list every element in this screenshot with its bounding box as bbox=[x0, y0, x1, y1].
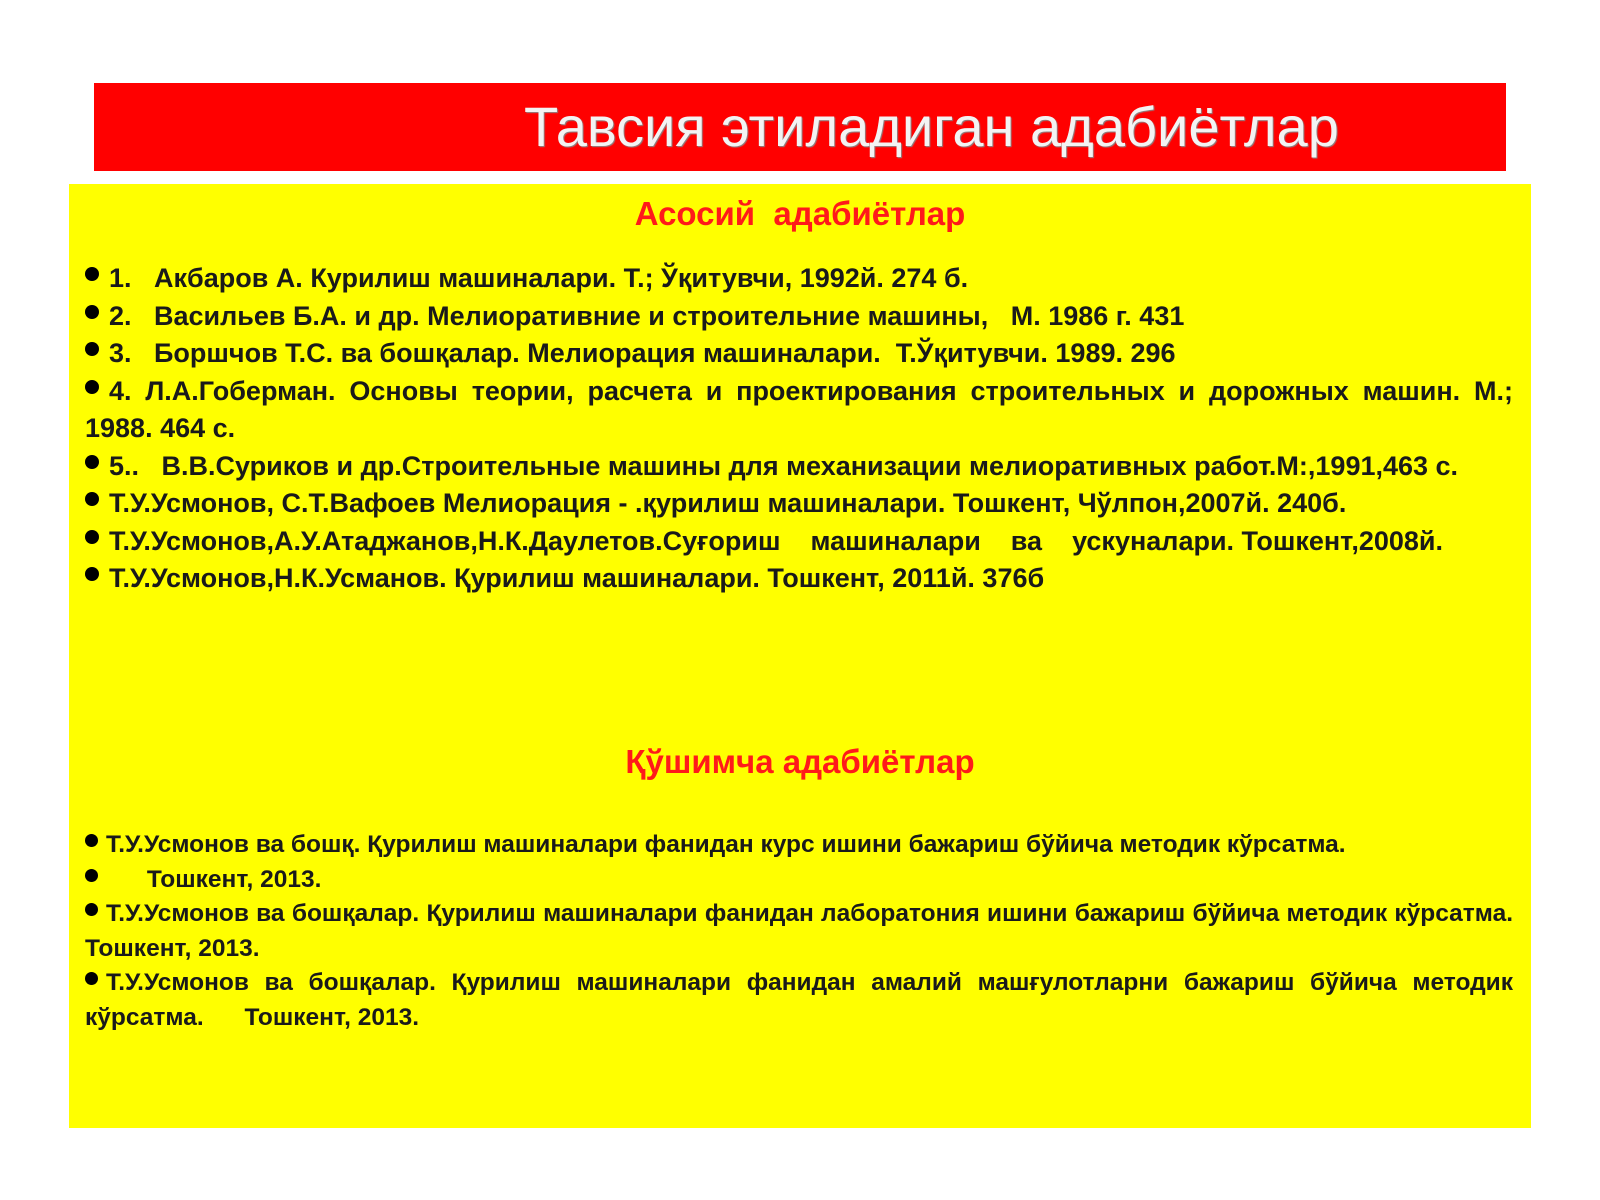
reference-text: Тошкент, 2013. bbox=[106, 865, 322, 893]
main-literature-list bbox=[85, 260, 1521, 598]
bullet-icon bbox=[85, 267, 99, 281]
bullet-icon bbox=[85, 492, 99, 506]
main-literature-item bbox=[85, 335, 1513, 373]
reference-text: 2. Васильев Б.А. и др. Мелиоративние и строительние машины, М. 1986 г. 431 bbox=[109, 300, 1185, 331]
bullet-icon bbox=[85, 380, 99, 394]
main-literature-item bbox=[85, 485, 1513, 523]
bullet-icon bbox=[85, 455, 99, 469]
bullet-icon bbox=[85, 342, 99, 356]
reference-text: 4. Л.А.Гоберман. Основы теории, расчета и проектирования строительных и дорожных машин. М.; 1988. 464 с. bbox=[85, 375, 1521, 443]
bullet-icon bbox=[85, 903, 98, 916]
reference-text: Т.У.Усмонов,Н.К.Усманов. Қурилиш машиналари. Тошкент, 2011й. 376б bbox=[109, 563, 1045, 593]
bullet-icon bbox=[85, 834, 98, 847]
main-literature-item bbox=[85, 373, 1521, 448]
bullet-icon bbox=[85, 567, 99, 581]
reference-text: Т.У.Усмонов,А.У.Атаджанов,Н.К.Даулетов.Суғориш машиналари ва ускуналари. Тошкент,2008й. bbox=[109, 525, 1444, 556]
reference-text: Т.У.Усмонов, С.Т.Вафоев Мелиорация - .қурилиш машиналари. Тошкент, Чўлпон,2007й. 240б. bbox=[109, 488, 1347, 518]
main-literature-item bbox=[85, 523, 1513, 561]
main-literature-heading: Асосий адабиётлар bbox=[634, 195, 966, 232]
additional-literature-heading: Қўшимча адабиётлар bbox=[625, 743, 975, 780]
reference-text: 1. Акбаров А. Курилиш машиналари. Т.; Ўқитувчи, 1992й. 274 б. bbox=[109, 263, 969, 293]
title-banner bbox=[94, 83, 1506, 171]
additional-literature-item bbox=[85, 828, 1513, 863]
bullet-icon bbox=[85, 305, 99, 319]
additional-literature-item bbox=[85, 966, 1520, 1035]
additional-literature-item bbox=[85, 863, 1513, 898]
reference-text: Т.У.Усмонов ва бошқалар. Қурилиш машиналари фанидан амалий машғулотларни бажариш бўйича методик кўрсатма. Тошкент, 2013. bbox=[85, 969, 1520, 1031]
bullet-icon bbox=[85, 530, 99, 544]
slide-title: Тавсия этиладиган адабиётлар bbox=[524, 95, 1339, 158]
additional-literature-item bbox=[85, 897, 1554, 966]
bullet-icon bbox=[85, 972, 98, 985]
main-literature-item bbox=[85, 260, 1513, 298]
main-literature-item bbox=[85, 298, 1513, 336]
additional-literature-list bbox=[85, 828, 1554, 1035]
main-literature-item bbox=[85, 560, 1513, 598]
main-literature-item bbox=[85, 448, 1513, 486]
reference-text: 3. Боршчов Т.С. ва бошқалар. Мелиорация машиналари. Т.Ўқитувчи. 1989. 296 bbox=[109, 338, 1176, 368]
reference-text: Т.У.Усмонов ва бошқ. Қурилиш машиналари фанидан курс ишини бажариш бўйича методик кўрсатма. bbox=[106, 831, 1346, 858]
literature-panel bbox=[69, 184, 1554, 1128]
reference-text: Т.У.Усмонов ва бошқалар. Қурилиш машиналари фанидан лаборатония ишини бажариш бўйича методик кўрсатма. Тошкент, 2013. bbox=[85, 900, 1554, 962]
reference-text: 5.. В.В.Суриков и др.Строительные машины для механизации мелиоративных работ.М:,1991,463 с. bbox=[109, 450, 1459, 481]
bullet-icon bbox=[85, 869, 98, 882]
